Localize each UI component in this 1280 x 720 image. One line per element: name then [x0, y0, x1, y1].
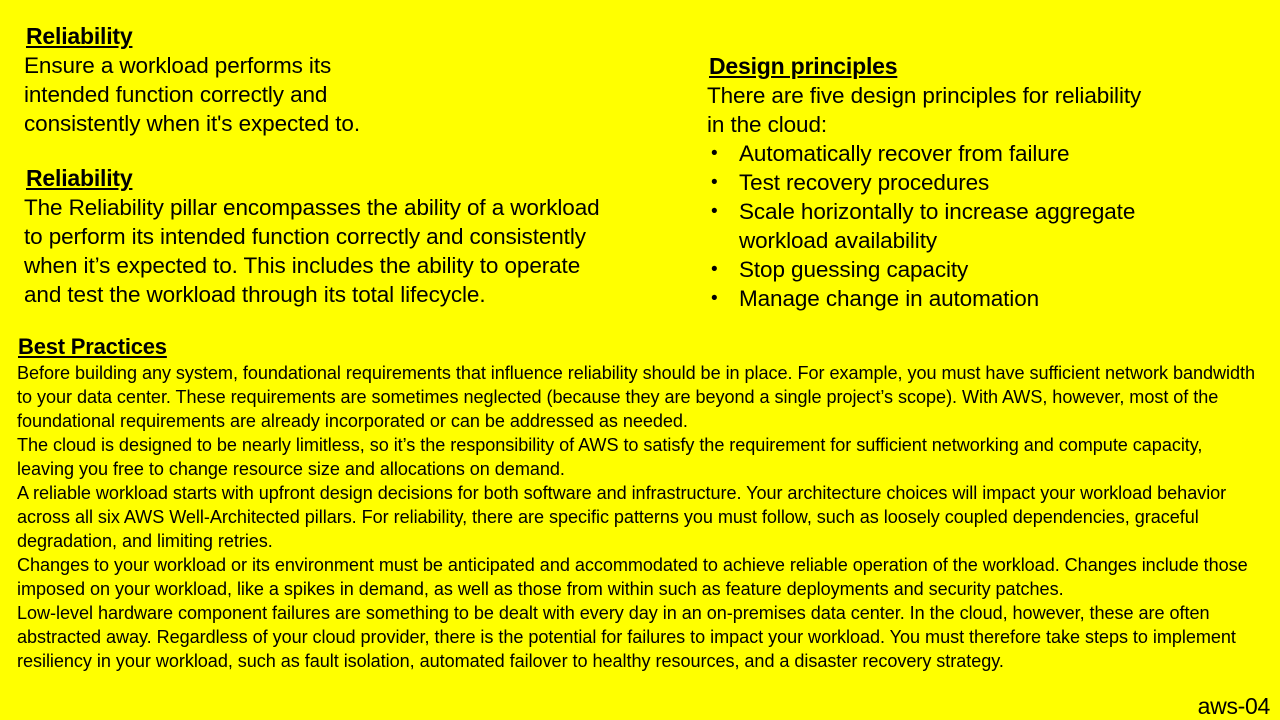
- reliability-definition-block: [24, 22, 684, 138]
- pillar-line: and test the workload through its total lifecycle.: [24, 282, 486, 307]
- pillar-line: The Reliability pillar encompasses the ability of a workload: [24, 195, 600, 220]
- list-item-line: Manage change in automation: [739, 286, 1040, 311]
- list-item: [707, 168, 1273, 197]
- reliability-pillar-body: [24, 193, 684, 309]
- right-column: [707, 52, 1273, 313]
- list-item-line: workload availability: [739, 228, 937, 253]
- best-practices-paragraph: Before building any system, foundational requirements that influence reliability should be in place. For example, you must have sufficient network bandwidth to your data center. These requirements are sometimes neglected (because they are beyond a single project’s scope). With AWS, however, most of the foundational requirements are already incorporated or can be addressed as needed.: [17, 363, 1256, 431]
- list-item: [707, 284, 1273, 313]
- best-practices-paragraph: A reliable workload starts with upfront design decisions for both software and infrastructure. Your architecture choices will impact your workload behavior across all six AWS Well-Architected pillars. For reliability, there are specific patterns you must follow, such as loosely coupled dependencies, graceful degradation, and limiting retries.: [17, 483, 1227, 551]
- bullet-icon: •: [711, 259, 718, 280]
- best-practices-paragraph: The cloud is designed to be nearly limitless, so it’s the responsibility of AWS to satisfy the requirement for sufficient networking and compute capacity, leaving you free to change resource size and allocations on demand.: [17, 435, 1203, 479]
- reliability-pillar-block: [24, 164, 684, 309]
- bullet-icon: •: [711, 143, 718, 164]
- list-item: [707, 139, 1273, 168]
- bullet-icon: •: [711, 288, 718, 309]
- definition-line: intended function correctly and: [24, 82, 328, 107]
- definition-line: consistently when it's expected to.: [24, 111, 360, 136]
- bullet-icon: •: [711, 201, 718, 222]
- design-principles-heading: Design principles: [709, 53, 898, 79]
- list-item: [707, 255, 1273, 284]
- list-item-line: Automatically recover from failure: [739, 141, 1070, 166]
- best-practices-section: [17, 333, 1264, 673]
- pillar-line: to perform its intended function correctly and consistently: [24, 224, 586, 249]
- list-item-line: Scale horizontally to increase aggregate: [739, 199, 1136, 224]
- intro-line: in the cloud:: [707, 112, 828, 137]
- block-spacer: [24, 138, 684, 164]
- bullet-icon: •: [711, 172, 718, 193]
- reliability-pillar-heading: Reliability: [26, 165, 133, 191]
- design-principles-list: [707, 139, 1273, 313]
- definition-line: Ensure a workload performs its: [24, 53, 332, 78]
- design-principles-intro: [707, 81, 1273, 139]
- best-practices-paragraph: Low-level hardware component failures are something to be dealt with every day in an on-premises data center. In the cloud, however, these are often abstracted away. Regardless of your cloud provider, there is the potential for failures to impact your workload. You must therefore take steps to implement resiliency in your workload, such as fault isolation, automated failover to healthy resources, and a disaster recovery strategy.: [17, 603, 1236, 671]
- best-practices-paragraph: Changes to your workload or its environment must be anticipated and accommodated to achieve reliable operation of the workload. Changes include those imposed on your workload, like a spikes in demand, as well as those from within such as feature deployments and security patches.: [17, 555, 1248, 599]
- top-two-column-area: [0, 0, 1280, 322]
- list-item: [707, 197, 1273, 255]
- best-practices-heading: Best Practices: [18, 334, 167, 359]
- reliability-definition-heading: Reliability: [26, 23, 133, 49]
- reliability-definition-body: [24, 51, 684, 138]
- pillar-line: when it’s expected to. This includes the ability to operate: [24, 253, 581, 278]
- list-item-line: Test recovery procedures: [739, 170, 990, 195]
- slide-footer-tag: aws-04: [1197, 693, 1270, 719]
- list-item-line: Stop guessing capacity: [739, 257, 969, 282]
- intro-line: There are five design principles for reliability: [707, 83, 1142, 108]
- left-column: [24, 22, 684, 309]
